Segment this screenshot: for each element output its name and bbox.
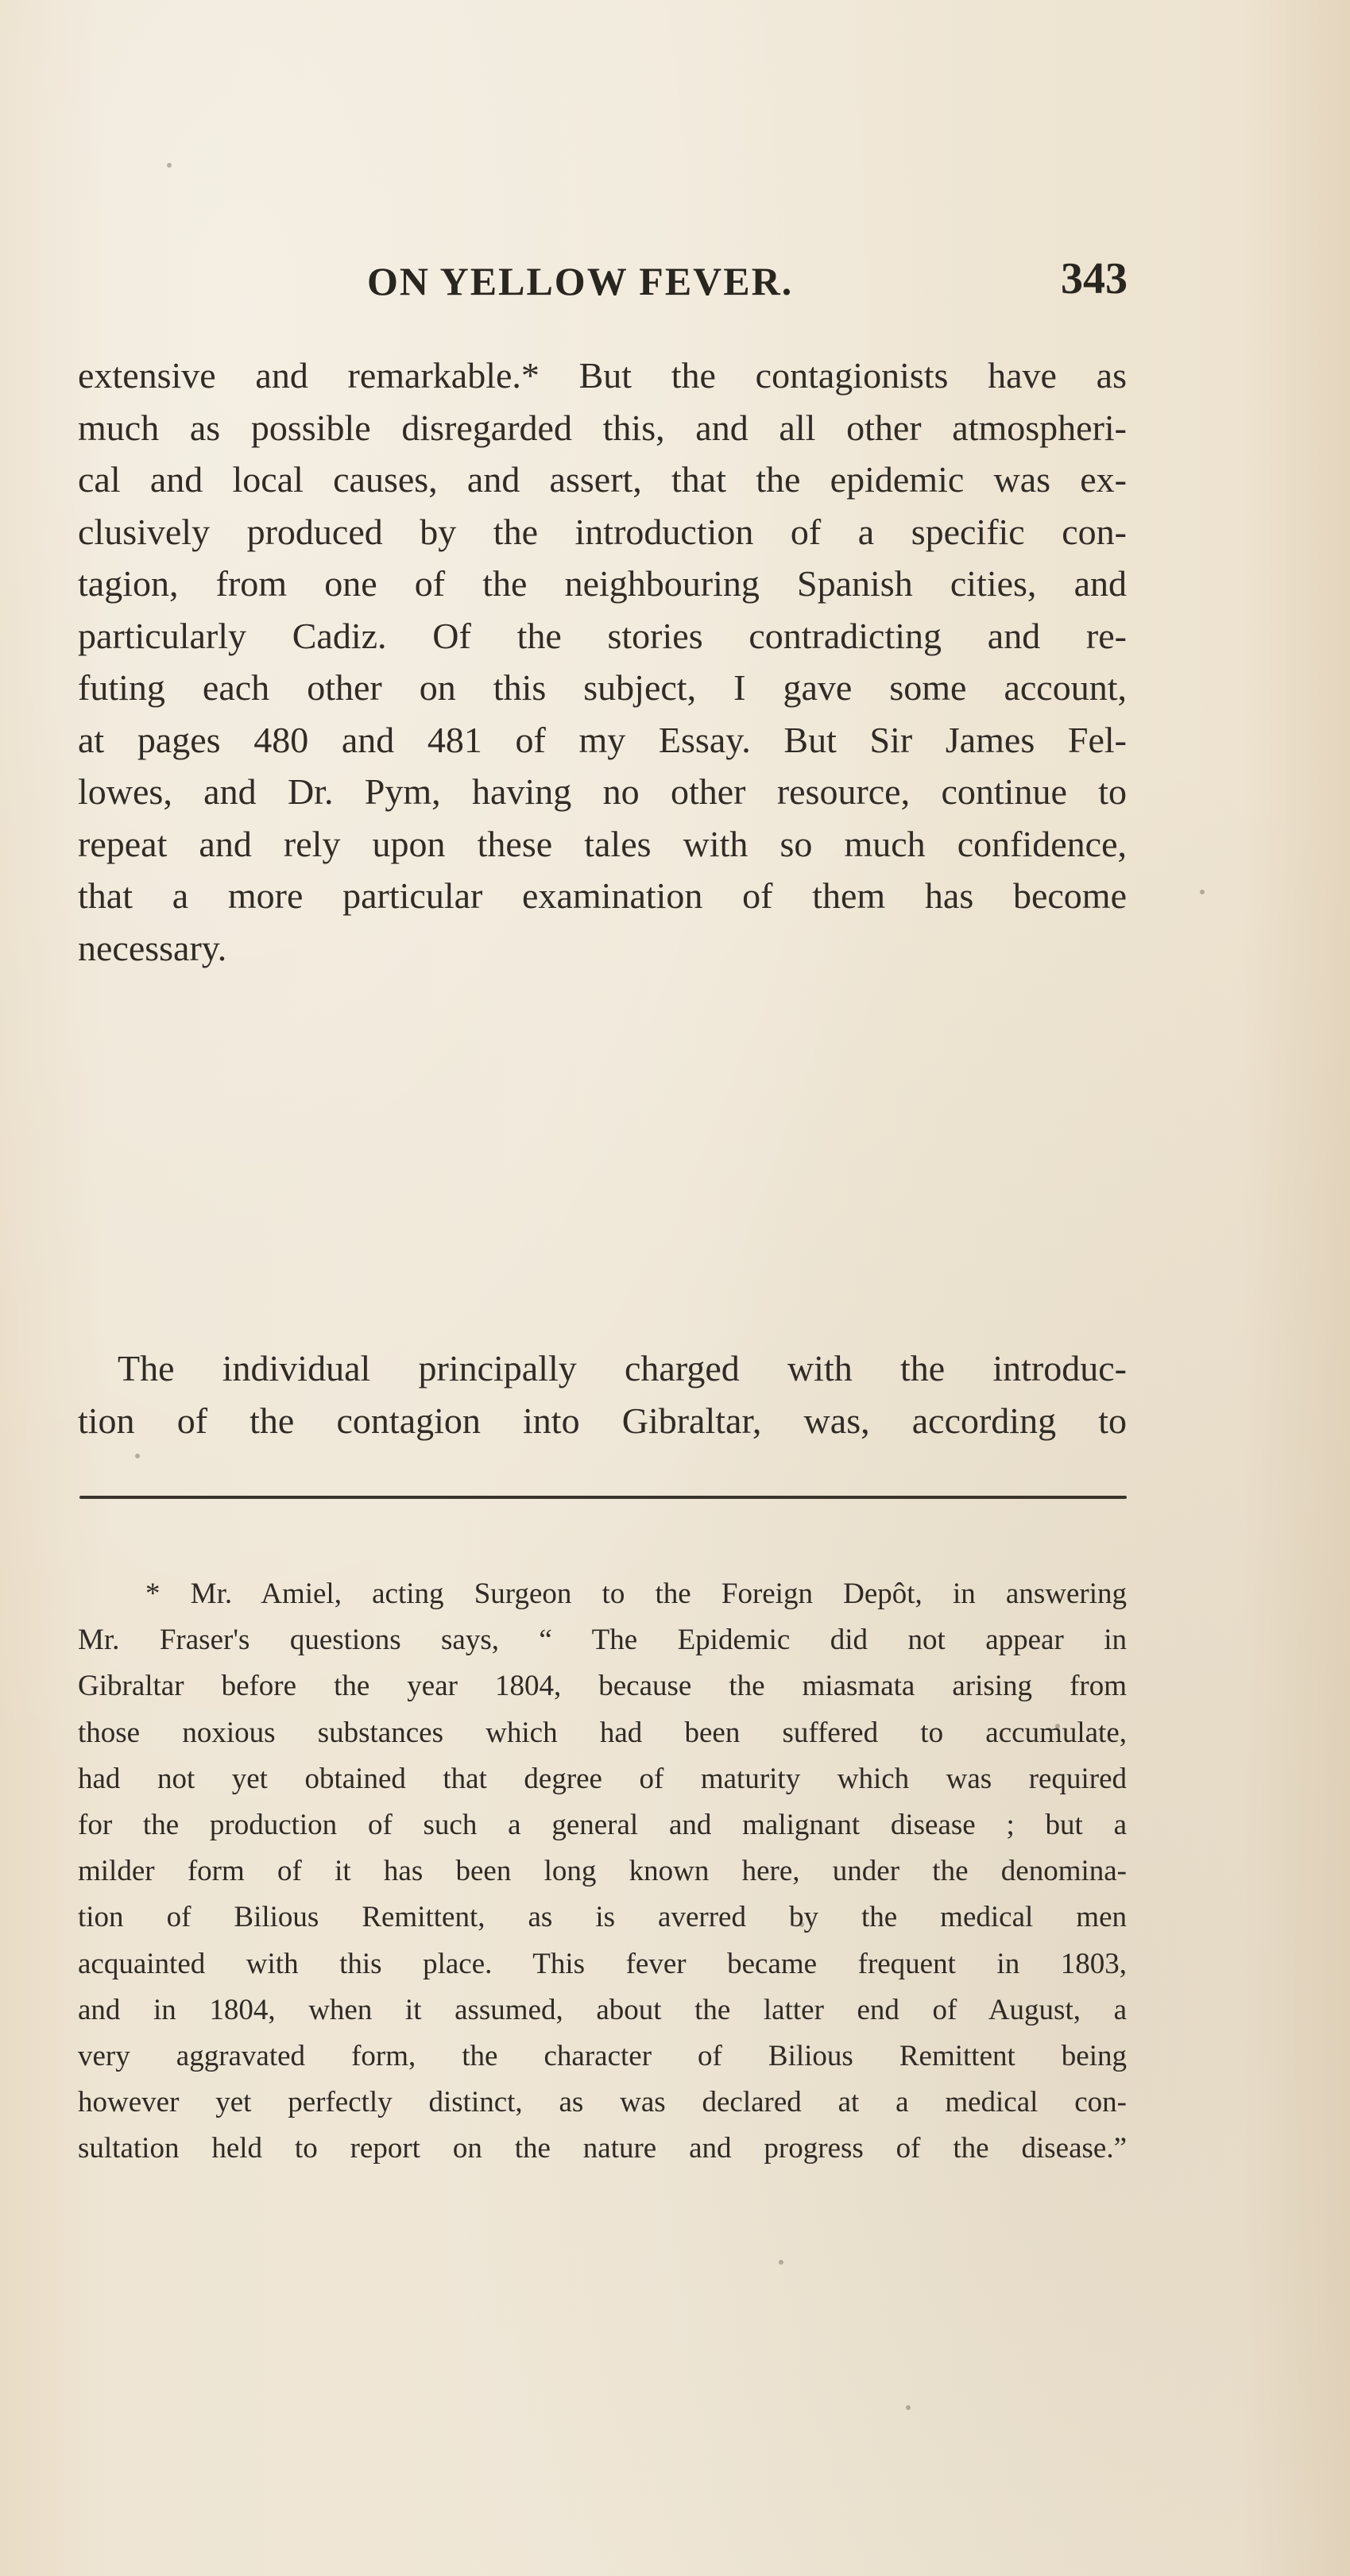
- page-number: 343: [1061, 254, 1128, 303]
- paper-speck: [1200, 890, 1205, 894]
- footnote-line: sultation held to report on the nature and progress of the disease.”: [78, 2132, 1127, 2165]
- footnote-line: tion of Bilious Remittent, as is averred by the medical men: [78, 1901, 1127, 1934]
- text-line: clusively produced by the introduction of a specific con-: [78, 511, 1127, 552]
- text-line: particularly Cadiz. Of the stories contradicting and re-: [78, 615, 1127, 656]
- footnote-line: for the production of such a general and malignant disease ; but a: [78, 1808, 1127, 1841]
- footnote-line: however yet perfectly distinct, as was declared at a medical con-: [78, 2086, 1127, 2119]
- text-line: The individual principally charged with the introduc-: [118, 1348, 1127, 1388]
- paper-speck: [135, 1454, 140, 1458]
- footnote-line: Gibraltar before the year 1804, because the miasmata arising from: [78, 1670, 1127, 1703]
- text-line: futing each other on this subject, I gave some account,: [78, 667, 1127, 708]
- main-paragraph-1: [78, 350, 1127, 974]
- footnote-line: very aggravated form, the character of Bilious Remittent being: [78, 2039, 1127, 2072]
- footnote-separator-rule: [79, 1496, 1127, 1499]
- page-header: [0, 254, 1350, 314]
- footnote-line: those noxious substances which had been suffered to accumulate,: [78, 1716, 1127, 1749]
- footnote-line: and in 1804, when it assumed, about the latter end of August, a: [78, 1993, 1127, 2026]
- text-line: that a more particular examination of them has become: [78, 875, 1127, 916]
- text-line: much as possible disregarded this, and all other atmospheri-: [78, 407, 1127, 448]
- text-line: tagion, from one of the neighbouring Spanish cities, and: [78, 563, 1127, 604]
- running-title: ON YELLOW FEVER.: [367, 259, 794, 303]
- footnote-line: acquainted with this place. This fever became frequent in 1803,: [78, 1947, 1127, 1980]
- paper-speck: [167, 163, 172, 168]
- text-line: repeat and rely upon these tales with so much confidence,: [78, 823, 1127, 864]
- text-line: cal and local causes, and assert, that the epidemic was ex-: [78, 459, 1127, 500]
- paper-speck: [906, 2405, 911, 2410]
- footnote-line: Mr. Fraser's questions says, “ The Epidemic did not appear in: [78, 1624, 1127, 1657]
- footnote-line: milder form of it has been long known here, under the denomina-: [78, 1855, 1127, 1888]
- text-line: lowes, and Dr. Pym, having no other resource, continue to: [78, 771, 1127, 812]
- footnote-line: had not yet obtained that degree of maturity which was required: [78, 1762, 1127, 1795]
- text-line: at pages 480 and 481 of my Essay. But Sir James Fel-: [78, 719, 1127, 760]
- text-line: extensive and remarkable.* But the contagionists have as: [78, 355, 1127, 396]
- paper-speck: [779, 2260, 783, 2265]
- footnote: [78, 1571, 1127, 2172]
- footnote-line: * Mr. Amiel, acting Surgeon to the Foreign Depôt, in answering: [145, 1578, 1127, 1610]
- text-line: tion of the contagion into Gibraltar, was, according to: [78, 1400, 1127, 1441]
- text-line: necessary.: [78, 927, 227, 968]
- main-paragraph-2: [78, 1342, 1127, 1446]
